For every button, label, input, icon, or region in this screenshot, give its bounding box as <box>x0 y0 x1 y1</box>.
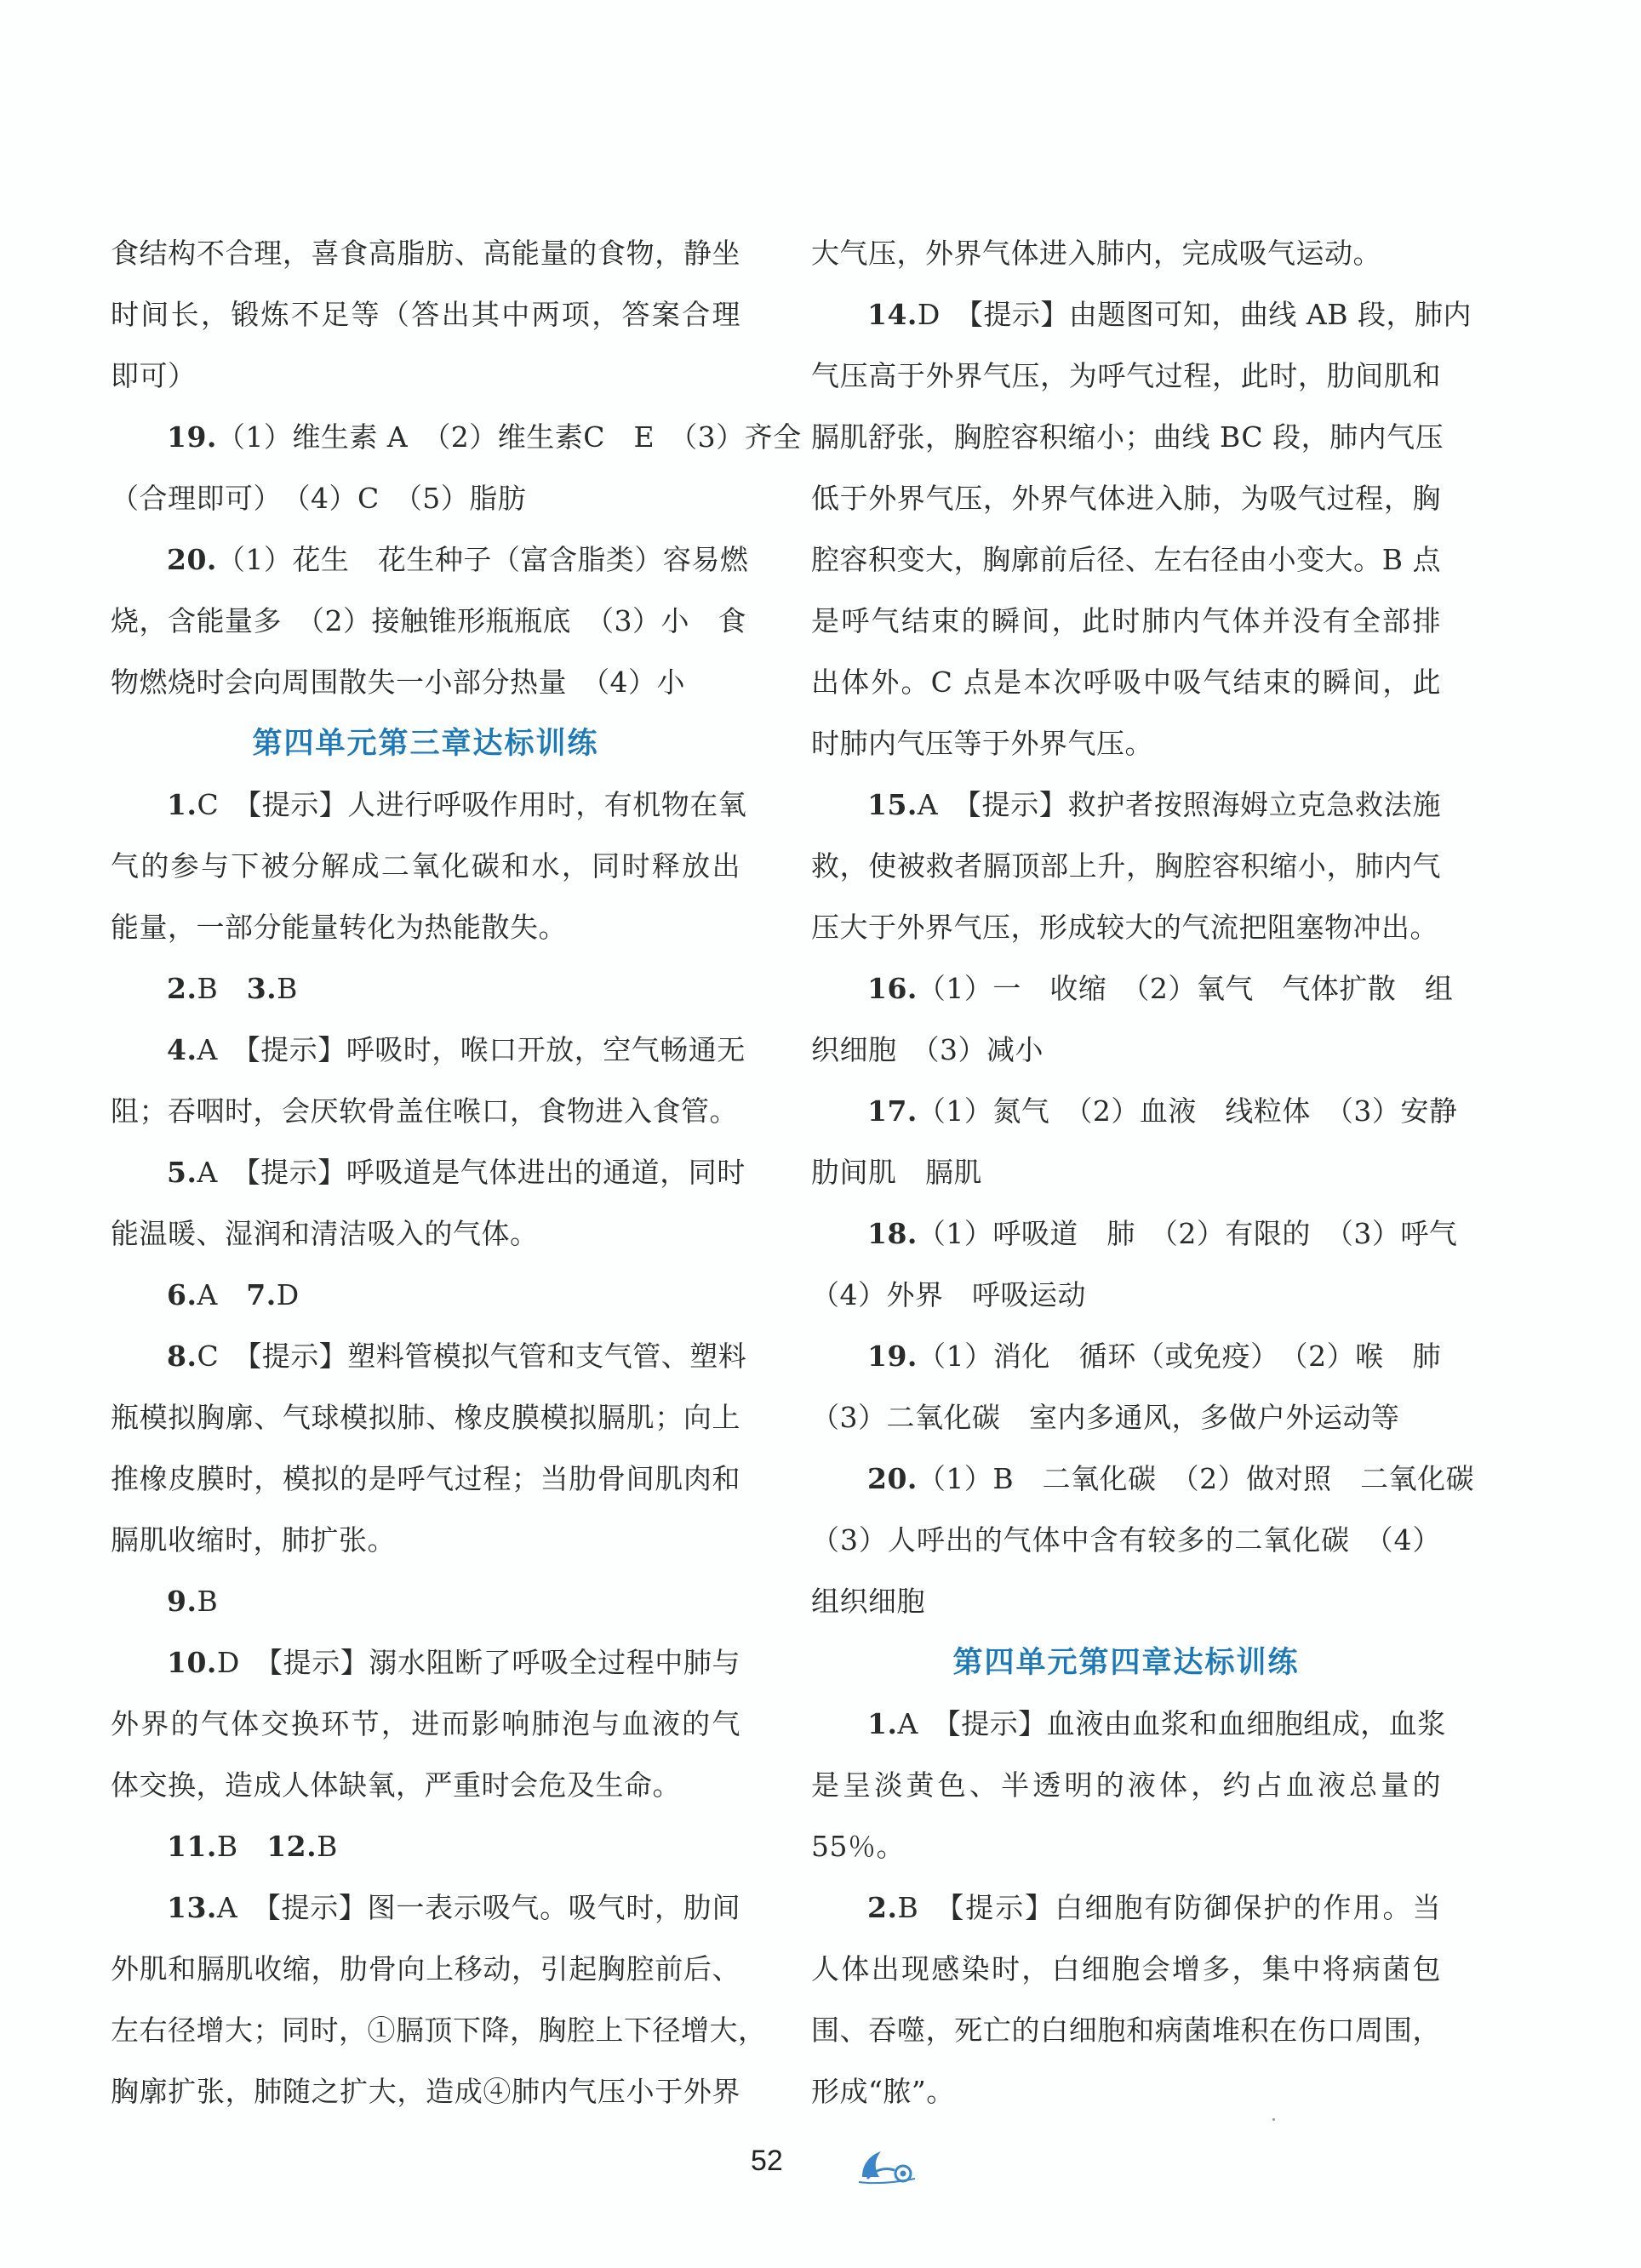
line-text: （1）一 收缩 （2）氧气 气体扩散 组 <box>917 972 1454 1005</box>
text-line <box>811 1081 1458 1142</box>
text-line <box>811 1816 1441 1877</box>
line-text: D <box>276 1278 300 1311</box>
line-text: A 【提示】救护者按照海姆立克急救法施 <box>917 788 1441 821</box>
question-number: 19. <box>167 420 217 454</box>
line-text: 气的参与下被分解成二氧化碳和水，同时释放出 <box>111 849 740 883</box>
line-text: C 【提示】塑料管模拟气管和支气管、塑料 <box>197 1340 747 1373</box>
line-text: （1）消化 循环（或免疫） （2）喉 肺 <box>917 1340 1441 1373</box>
line-text: 人体出现感染时，白细胞会增多，集中将病菌包 <box>811 1952 1441 1985</box>
question-number: 5. <box>167 1156 197 1189</box>
text-line <box>111 1387 740 1448</box>
question-number: 6. <box>167 1278 197 1311</box>
line-text: （4）外界 呼吸运动 <box>811 1278 1086 1311</box>
line-text: 组织细胞 <box>811 1585 925 1618</box>
text-line <box>811 529 1441 591</box>
text-line <box>111 1142 746 1203</box>
text-line <box>111 1510 740 1571</box>
line-text: 体交换，造成人体缺氧，严重时会危及生命。 <box>111 1768 681 1802</box>
text-line <box>111 468 740 529</box>
line-text: 外界的气体交换环节，进而影响肺泡与血液的气 <box>111 1707 740 1740</box>
line-text: 肋间肌 膈肌 <box>811 1156 982 1189</box>
text-line <box>111 1571 740 1632</box>
text-line <box>111 2061 740 2122</box>
question-number: 20. <box>167 543 217 576</box>
line-text: 是呼气结束的瞬间，此时肺内气体并没有全部排 <box>811 604 1441 637</box>
line-text: 即可） <box>111 359 197 392</box>
section-heading <box>111 713 740 774</box>
line-text: 压大于外界气压，形成较大的气流把阻塞物冲出。 <box>811 911 1438 944</box>
line-text: 围、吞噬，死亡的白细胞和病菌堆积在伤口周围， <box>811 2014 1441 2047</box>
line-text: 55％。 <box>811 1830 905 1863</box>
text-line <box>811 2061 1441 2122</box>
question-number: 1. <box>867 1707 898 1740</box>
text-line <box>111 1694 740 1755</box>
text-line <box>811 1755 1441 1816</box>
question-number: 17. <box>867 1094 918 1128</box>
line-text: 物燃烧时会向周围散失一小部分热量 （4）小 <box>111 666 685 699</box>
line-text: 腔容积变大，胸廓前后径、左右径由小变大。B 点 <box>811 543 1441 576</box>
question-number: 13. <box>167 1891 217 1924</box>
text-line <box>811 346 1441 407</box>
text-line <box>811 1939 1441 2000</box>
line-text: 时间长，锻炼不足等（答出其中两项，答案合理 <box>111 298 740 331</box>
line-text: 大气压，外界气体进入肺内，完成吸气运动。 <box>811 237 1381 270</box>
line-text: （1）氮气 （2）血液 线粒体 （3）安静 <box>917 1094 1458 1128</box>
text-line <box>111 1020 746 1081</box>
question-number: 14. <box>867 298 918 331</box>
text-line <box>111 1632 740 1694</box>
question-number: 8. <box>167 1340 197 1373</box>
text-line <box>111 652 740 713</box>
text-line <box>811 284 1472 346</box>
text-line <box>811 652 1441 713</box>
line-text: 烧，含能量多 （2）接触锥形瓶瓶底 （3）小 食 <box>111 604 746 637</box>
line-text: （1）维生素 A （2）维生素C E （3）齐全 <box>216 420 802 454</box>
line-text: B <box>197 972 247 1005</box>
line-text: 左右径增大；同时，①膈顶下降，胸腔上下径增大， <box>111 2014 767 2047</box>
line-text: 救，使被救者膈顶部上升，胸腔容积缩小，肺内气 <box>811 849 1441 883</box>
question-number: 1. <box>167 788 197 821</box>
question-number: 4. <box>167 1033 197 1066</box>
text-line <box>811 958 1454 1020</box>
line-text: B <box>197 1585 219 1618</box>
line-text: A 【提示】图一表示吸气。吸气时，肋间 <box>216 1891 740 1924</box>
line-text: （1）B 二氧化碳 （2）做对照 二氧化碳 <box>917 1462 1475 1495</box>
text-line <box>111 407 802 468</box>
text-line <box>111 1265 740 1326</box>
line-text: （3）人呼出的气体中含有较多的二氧化碳 （4） <box>811 1523 1441 1557</box>
question-number: 12. <box>266 1830 317 1863</box>
line-text: 低于外界气压，外界气体进入肺，为吸气过程，胸 <box>811 482 1441 515</box>
text-line <box>111 958 740 1020</box>
text-line <box>811 1694 1446 1755</box>
text-line <box>111 591 746 652</box>
question-number: 20. <box>867 1462 918 1495</box>
question-number: 15. <box>867 788 918 821</box>
question-number: 10. <box>167 1646 217 1679</box>
text-line <box>811 836 1441 897</box>
text-line <box>811 1265 1441 1326</box>
text-line <box>811 1571 1441 1632</box>
line-text: B 【提示】白细胞有防御保护的作用。当 <box>897 1891 1441 1924</box>
text-line <box>811 1877 1441 1939</box>
line-text: 时肺内气压等于外界气压。 <box>811 727 1153 760</box>
text-line <box>811 468 1441 529</box>
text-line <box>811 1387 1441 1448</box>
text-line <box>111 346 740 407</box>
line-text: （3）二氧化碳 室内多通风，多做户外运动等 <box>811 1401 1400 1434</box>
question-number: 19. <box>867 1340 918 1373</box>
text-line <box>111 284 740 346</box>
question-number: 11. <box>167 1830 217 1863</box>
line-text: （1）呼吸道 肺 （2）有限的 （3）呼气 <box>917 1217 1458 1250</box>
text-line <box>111 2000 767 2061</box>
question-number: 3. <box>246 972 277 1005</box>
left-column <box>111 223 802 2122</box>
text-line <box>111 1816 740 1877</box>
line-text: 第四单元第三章达标训练 <box>252 726 599 761</box>
text-line <box>111 774 747 836</box>
line-text: C 【提示】人进行呼吸作用时，有机物在氧 <box>197 788 747 821</box>
question-number: 18. <box>867 1217 918 1250</box>
line-text: D 【提示】由题图可知，曲线 AB 段，肺内 <box>917 298 1472 331</box>
line-text: 气压高于外界气压，为呼气过程，此时，肋间肌和 <box>811 359 1441 392</box>
text-line <box>111 1755 740 1816</box>
line-text: B <box>277 972 298 1005</box>
text-line <box>811 1203 1458 1265</box>
text-line <box>111 223 740 284</box>
text-line <box>811 897 1441 958</box>
line-text: B <box>317 1830 338 1863</box>
line-text: 形成“脓”。 <box>811 2075 955 2108</box>
line-text: （合理即可） （4）C （5）脂肪 <box>111 482 527 515</box>
section-heading <box>811 1632 1441 1694</box>
speck <box>1272 2118 1275 2121</box>
text-line <box>111 836 740 897</box>
text-line <box>811 1020 1441 1081</box>
text-line <box>111 1877 740 1939</box>
line-text: 膈肌舒张，胸腔容积缩小；曲线 BC 段，肺内气压 <box>811 420 1444 454</box>
line-text: 出体外。C 点是本次呼吸中吸气结束的瞬间，此 <box>811 666 1441 699</box>
text-line <box>111 1326 747 1387</box>
line-text: 能量，一部分能量转化为热能散失。 <box>111 911 567 944</box>
text-line <box>811 223 1441 284</box>
line-text: 能温暖、湿润和清洁吸入的气体。 <box>111 1217 539 1250</box>
line-text: 胸廓扩张，肺随之扩大，造成④肺内气压小于外界 <box>111 2075 740 2108</box>
text-line <box>111 1081 740 1142</box>
line-text: 阻；吞咽时，会厌软骨盖住喉口，食物进入食管。 <box>111 1094 738 1128</box>
line-text: 瓶模拟胸廓、气球模拟肺、橡皮膜模拟膈肌；向上 <box>111 1401 740 1434</box>
text-line <box>811 1448 1475 1510</box>
question-number: 9. <box>167 1585 197 1618</box>
question-number: 2. <box>867 1891 898 1924</box>
line-text: A <box>197 1278 247 1311</box>
text-line <box>111 1203 740 1265</box>
text-line <box>811 713 1441 774</box>
text-line <box>811 1142 1441 1203</box>
line-text: 织细胞 （3）减小 <box>811 1033 1043 1066</box>
right-column <box>811 223 1475 2122</box>
line-text: 外肌和膈肌收缩，肋骨向上移动，引起胸腔前后、 <box>111 1952 740 1985</box>
line-text: A 【提示】呼吸道是气体进出的通道，同时 <box>197 1156 746 1189</box>
text-line <box>811 1326 1441 1387</box>
line-text: 第四单元第四章达标训练 <box>952 1645 1300 1680</box>
question-number: 2. <box>167 972 197 1005</box>
text-line <box>111 529 749 591</box>
page-footer <box>0 2145 1641 2196</box>
text-line <box>811 774 1441 836</box>
text-line <box>811 1510 1441 1571</box>
line-text: D 【提示】溺水阻断了呼吸全过程中肺与 <box>216 1646 740 1679</box>
line-text: A 【提示】呼吸时，喉口开放，空气畅通无 <box>197 1033 746 1066</box>
line-text: 是呈淡黄色、半透明的液体，约占血液总量的 <box>811 1768 1441 1802</box>
question-number: 7. <box>246 1278 277 1311</box>
text-line <box>111 1939 740 2000</box>
line-text: B <box>216 1830 267 1863</box>
text-line <box>111 897 740 958</box>
line-text: A 【提示】血液由血浆和血细胞组成，血浆 <box>897 1707 1446 1740</box>
page-number: 52 <box>751 2145 783 2177</box>
line-text: 膈肌收缩时，肺扩张。 <box>111 1523 396 1557</box>
text-line <box>811 591 1441 652</box>
line-text: 推橡皮膜时，模拟的是呼气过程；当肋骨间肌肉和 <box>111 1462 740 1495</box>
text-line <box>811 407 1444 468</box>
question-number: 16. <box>867 972 918 1005</box>
line-text: （1）花生 花生种子（富含脂类）容易燃 <box>216 543 749 576</box>
line-text: 食结构不合理，喜食高脂肪、高能量的食物，静坐 <box>111 237 740 270</box>
text-line <box>111 1448 740 1510</box>
leaf-swirl-icon <box>855 2145 923 2187</box>
text-line <box>811 2000 1441 2061</box>
